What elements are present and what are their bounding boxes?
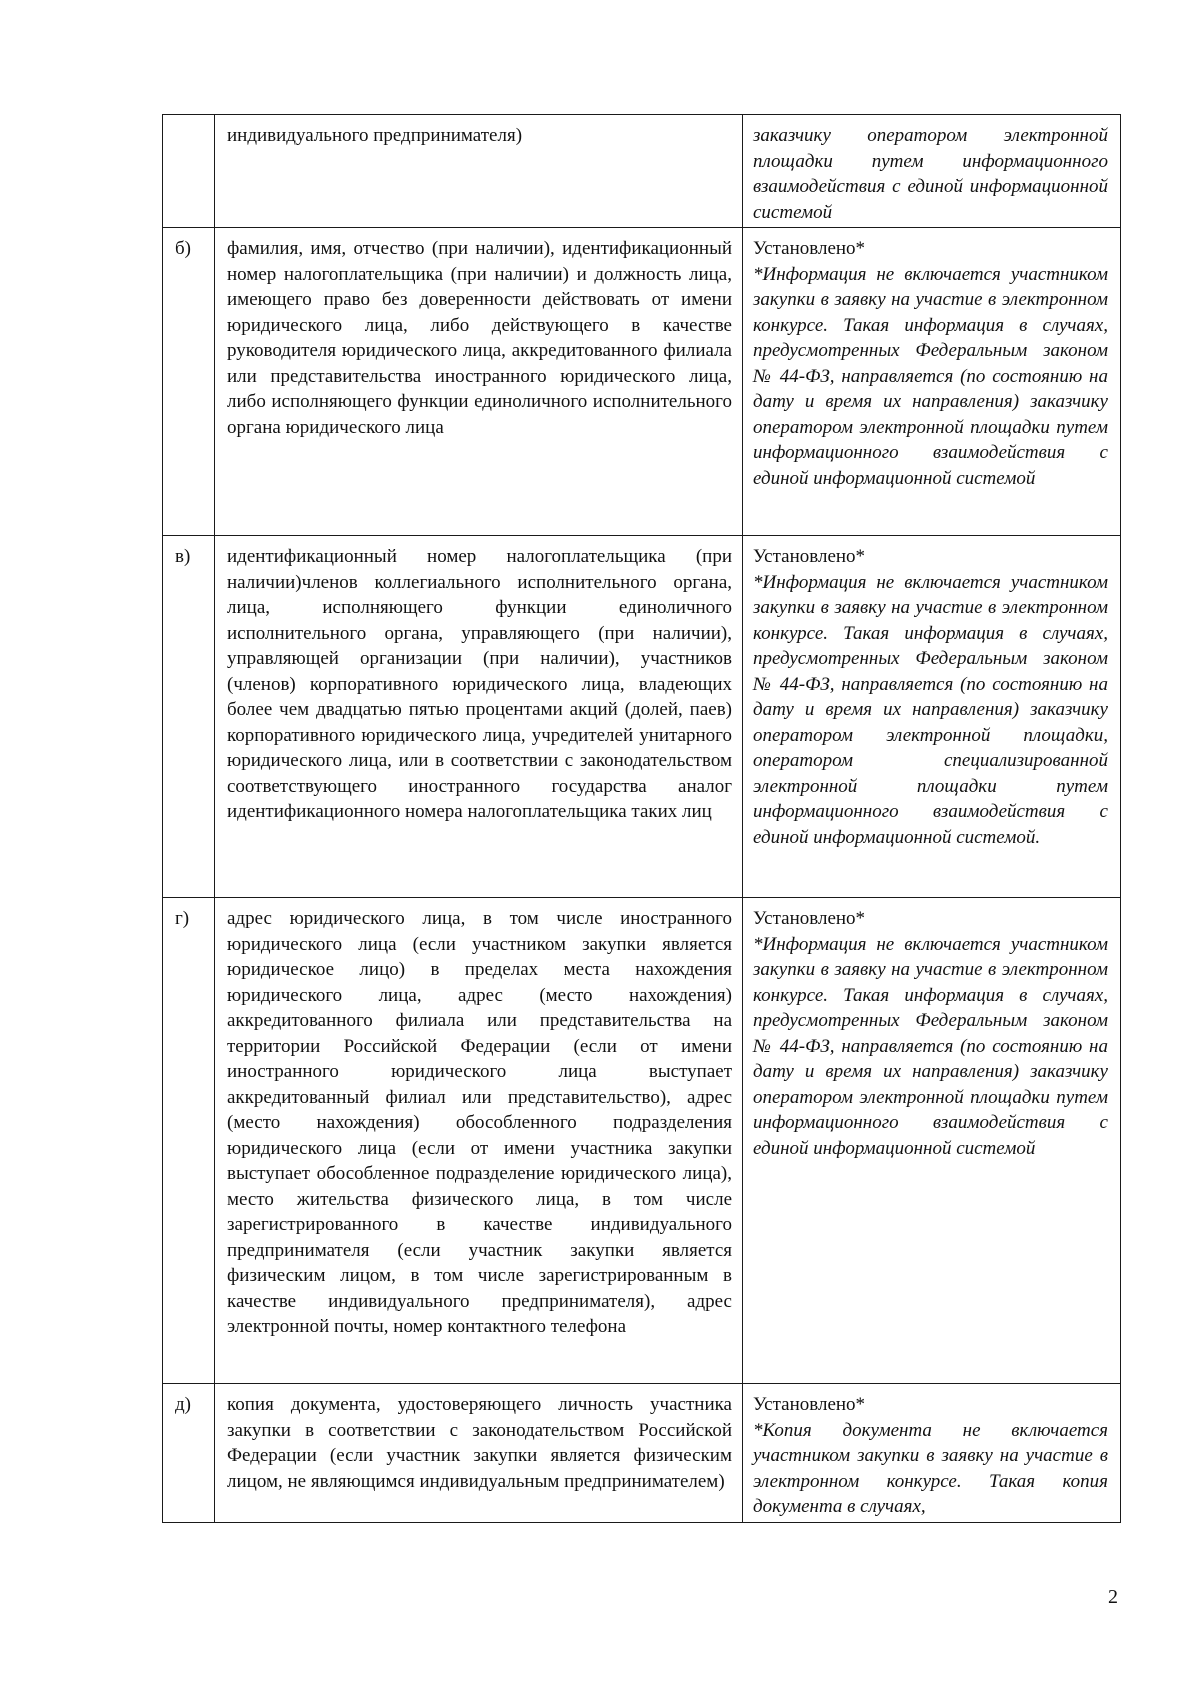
table-row (163, 1384, 1121, 1523)
row-status (743, 898, 1121, 1384)
status-label: Установлено* (753, 546, 866, 567)
row-requirement-text: адрес юридического лица, в том числе иностранного юридического лица (если участником закупки является юридическое лицо) в пределах места нахождения юридического лица, адрес (место нахождения) аккредитованного филиала или представительства на территории Российской Федерации (если от имени иностранного юридического лица выступает аккредитованный филиал или представительство), адрес (место нахождения) обособленного подразделения юридического лица (если от имени участника закупки выступает обособленное подразделение юридического лица), место жительства физического лица, в том числе зарегистрированного в качестве индивидуального предпринимателя (если участник закупки является физическим лицом, в том числе зарегистрированным в качестве индивидуального предпринимателя), адрес электронной почты, номер контактного телефона (215, 898, 743, 1384)
row-requirement-text: индивидуального предпринимателя) (215, 115, 743, 228)
table-row (163, 115, 1121, 228)
status-label: Установлено* (753, 908, 866, 929)
row-requirement-text: фамилия, имя, отчество (при наличии), идентификационный номер налогоплательщика (при наличии) и должность лица, имеющего право без доверенности действовать от имени юридического лица, либо действующего в качестве руководителя юридического лица, аккредитованного филиала или представительства иностранного юридического лица, либо исполняющего функции единоличного исполнительного органа юридического лица (215, 228, 743, 536)
status-note: *Информация не включается участником закупки в заявку на участие в электронном конкурсе. Такая информация в случаях, предусмотренных Федеральным законом № 44-ФЗ, направляется (по состоянию на дату и время их направления) заказчику оператором электронной площадки путем информационного взаимодействия с единой информационной системой (753, 263, 1108, 489)
row-requirement-text: копия документа, удостоверяющего личность участника закупки в соответствии с законодательством Российской Федерации (если участник закупки является физическим лицом, не являющимся индивидуальным предпринимателем) (215, 1384, 743, 1523)
row-requirement-text: идентификационный номер налогоплательщика (при наличии)членов коллегиального исполнительного органа, лица, исполняющего функции единоличного исполнительного органа, управляющего (при наличии), управляющей организации (при наличии), участников (членов) корпоративного юридического лица, владеющих более чем двадцатью пятью процентами акций (долей, паев) корпоративного юридического лица, учредителей унитарного юридического лица, или в соответствии с законодательством соответствующего иностранного государства аналог идентификационного номера налогоплательщика таких лиц (215, 536, 743, 898)
table-row (163, 536, 1121, 898)
row-letter: б) (163, 228, 215, 536)
status-label: Установлено* (753, 1394, 866, 1415)
status-label: Установлено* (753, 238, 866, 259)
row-status (743, 1384, 1121, 1523)
table-row (163, 228, 1121, 536)
requirements-table (162, 114, 1121, 1523)
status-note: *Информация не включается участником закупки в заявку на участие в электронном конкурсе. Такая информация в случаях, предусмотренных Федеральным законом № 44-ФЗ, направляется (по состоянию на дату и время их направления) заказчику оператором электронной площадки путем информационного взаимодействия с единой информационной системой (753, 933, 1108, 1159)
row-letter (163, 115, 215, 228)
row-letter: в) (163, 536, 215, 898)
row-status (743, 536, 1121, 898)
row-letter: д) (163, 1384, 215, 1523)
table-row (163, 898, 1121, 1384)
status-note: *Копия документа не включается участником закупки в заявку на участие в электронном конкурсе. Такая копия документа в случаях, (753, 1419, 1108, 1517)
page-number: 2 (1108, 1586, 1118, 1608)
row-letter: г) (163, 898, 215, 1384)
status-note: заказчику оператором электронной площадки путем информационного взаимодействия с единой информационной системой (753, 125, 1108, 223)
status-note: *Информация не включается участником закупки в заявку на участие в электронном конкурсе. Такая информация в случаях, предусмотренных Федеральным законом № 44-ФЗ, направляется (по состоянию на дату и время их направления) заказчику оператором электронной площадки, оператором специализированной электронной площадки путем информационного взаимодействия с единой информационной системой. (753, 571, 1108, 848)
row-status (743, 115, 1121, 228)
row-status (743, 228, 1121, 536)
